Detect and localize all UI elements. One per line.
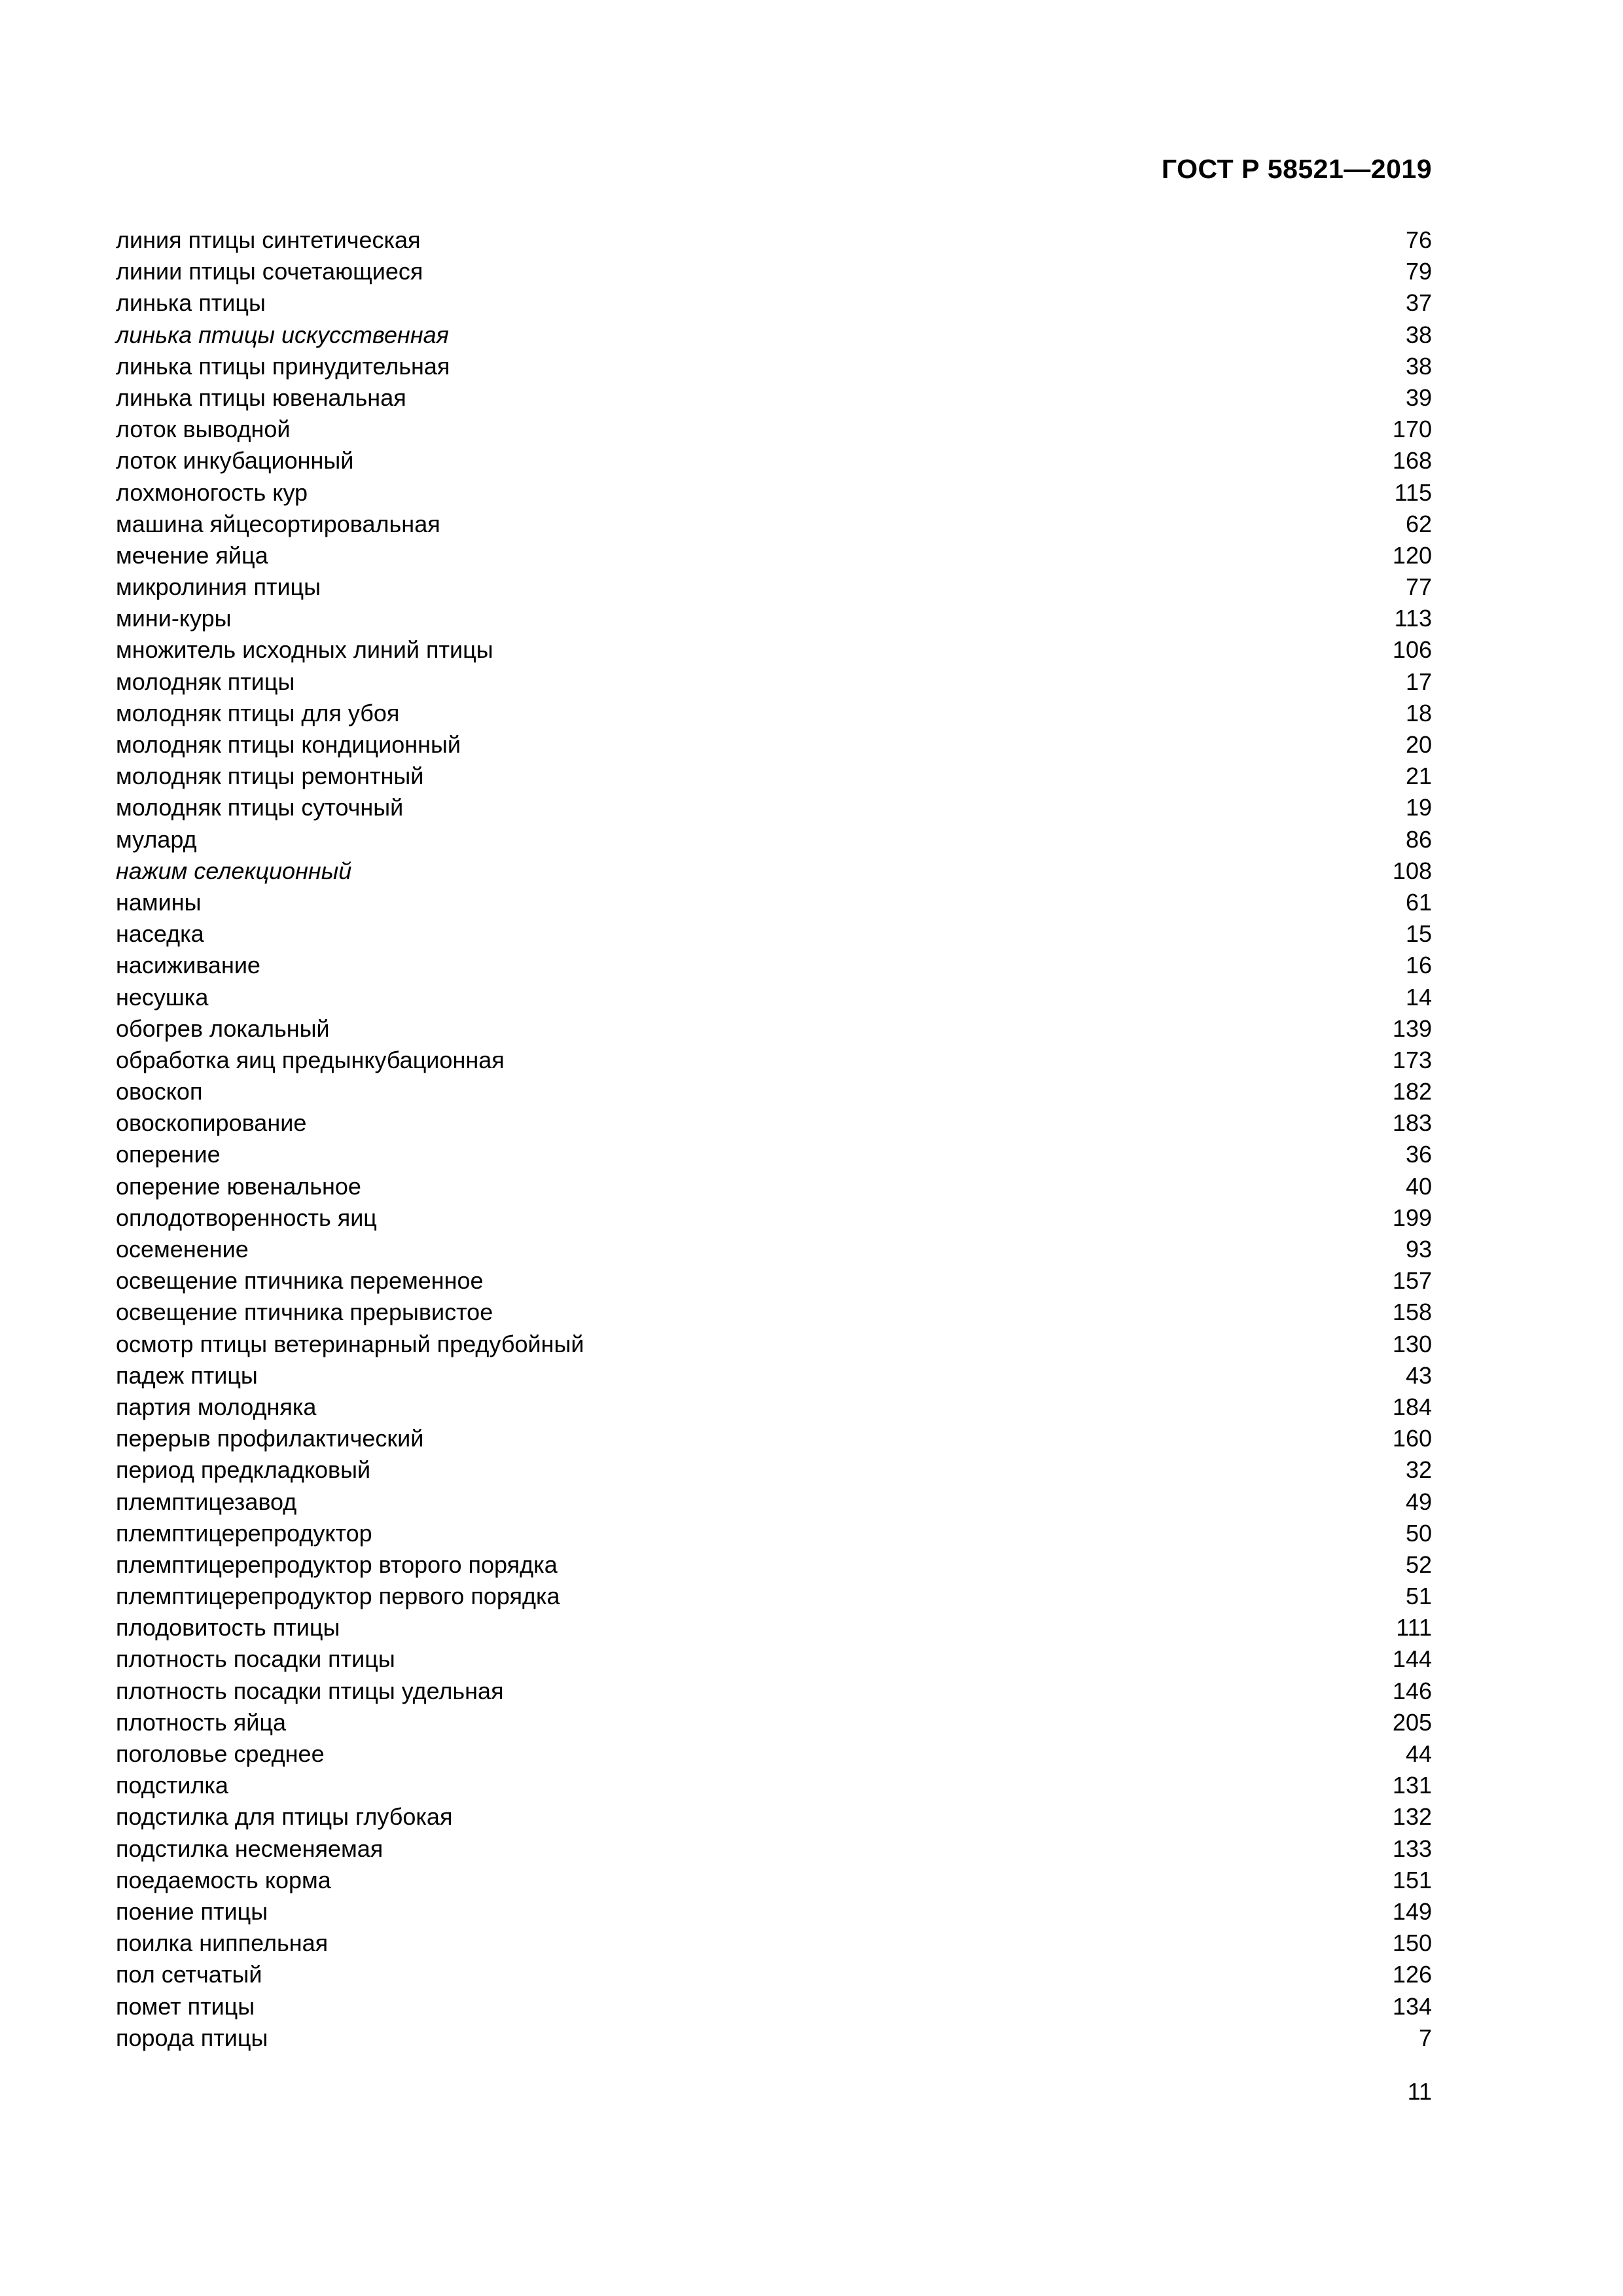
index-term: племптицерепродуктор первого порядка — [116, 1583, 560, 1610]
index-entry — [116, 1865, 1432, 1896]
index-term-number: 126 — [1392, 1961, 1432, 1988]
index-entry — [116, 1896, 1432, 1928]
index-term-number: 51 — [1405, 1583, 1432, 1610]
index-term-number: 205 — [1392, 1708, 1432, 1736]
index-entry — [116, 571, 1432, 603]
index-term: партия молодняка — [116, 1393, 317, 1420]
index-term: осмотр птицы ветеринарный предубойный — [116, 1330, 584, 1357]
index-term: линька птицы ювенальная — [116, 384, 406, 411]
index-term: плотность посадки птицы удельная — [116, 1677, 504, 1704]
index-term-number: 38 — [1405, 352, 1432, 380]
index-term: нажим селекционный — [116, 857, 352, 884]
index-entry — [116, 729, 1432, 761]
index-term: линька птицы принудительная — [116, 352, 450, 380]
index-term: линии птицы сочетающиеся — [116, 258, 423, 285]
index-term-number: 77 — [1405, 573, 1432, 601]
index-term-number: 61 — [1405, 888, 1432, 916]
index-term-number: 134 — [1392, 1992, 1432, 2020]
index-term: период предкладковый — [116, 1456, 371, 1484]
index-term-number: 93 — [1405, 1236, 1432, 1263]
index-entry — [116, 382, 1432, 414]
index-entry — [116, 445, 1432, 476]
index-term: молодняк птицы суточный — [116, 794, 404, 821]
index-term: пол сетчатый — [116, 1961, 262, 1988]
index-entry — [116, 1202, 1432, 1234]
index-term: молодняк птицы кондиционный — [116, 731, 461, 758]
index-entry — [116, 1171, 1432, 1202]
index-term: линька птицы — [116, 289, 266, 317]
index-entry — [116, 2022, 1432, 2054]
index-term: обработка яиц предынкубационная — [116, 1046, 505, 1073]
index-term: намины — [116, 888, 202, 916]
index-term-number: 173 — [1392, 1046, 1432, 1073]
index-term: племптицерепродуктор — [116, 1519, 372, 1547]
index-term-number: 43 — [1405, 1361, 1432, 1389]
index-term: линька птицы искусственная — [116, 321, 449, 348]
index-term-number: 133 — [1392, 1835, 1432, 1862]
index-term-number: 17 — [1405, 668, 1432, 695]
index-entry — [116, 1643, 1432, 1675]
index-entry — [116, 698, 1432, 729]
index-entry — [116, 1360, 1432, 1391]
index-entry — [116, 224, 1432, 256]
index-term-number: 157 — [1392, 1267, 1432, 1295]
index-entry — [116, 1738, 1432, 1770]
page-number: 11 — [1407, 2078, 1432, 2105]
index-term-number: 115 — [1394, 478, 1432, 506]
index-term: падеж птицы — [116, 1361, 258, 1389]
index-term-number: 146 — [1392, 1677, 1432, 1704]
index-entry — [116, 887, 1432, 918]
index-entry — [116, 1959, 1432, 1990]
index-entry — [116, 319, 1432, 351]
index-term: молодняк птицы — [116, 668, 295, 695]
index-term: мечение яйца — [116, 541, 268, 569]
index-term-number: 111 — [1396, 1614, 1432, 1641]
index-term-number: 39 — [1405, 384, 1432, 411]
index-term: молодняк птицы для убоя — [116, 699, 400, 726]
index-entry — [116, 1770, 1432, 1801]
index-term-number: 52 — [1405, 1551, 1432, 1578]
index-term: освещение птичника прерывистое — [116, 1299, 493, 1326]
index-entry — [116, 1423, 1432, 1454]
index-term: мулард — [116, 825, 197, 853]
index-entry — [116, 666, 1432, 698]
index-term-number: 16 — [1405, 952, 1432, 979]
index-term-number: 50 — [1405, 1519, 1432, 1547]
index-term-number: 62 — [1405, 510, 1432, 537]
index-term: несушка — [116, 983, 209, 1011]
index-term-number: 170 — [1392, 416, 1432, 443]
index-entry — [116, 1391, 1432, 1423]
index-entry — [116, 414, 1432, 445]
index-entry — [116, 1107, 1432, 1139]
index-term-number: 44 — [1405, 1740, 1432, 1767]
index-term-number: 183 — [1392, 1109, 1432, 1137]
index-term-number: 182 — [1392, 1078, 1432, 1105]
index-term-number: 15 — [1405, 920, 1432, 948]
index-term: поедаемость корма — [116, 1866, 331, 1893]
index-term-number: 130 — [1392, 1330, 1432, 1357]
index-term: линия птицы синтетическая — [116, 226, 421, 253]
index-term: насиживание — [116, 952, 260, 979]
index-term-number: 86 — [1405, 825, 1432, 853]
index-term-number: 18 — [1405, 699, 1432, 726]
index-term-number: 40 — [1405, 1172, 1432, 1200]
index-term-number: 120 — [1392, 541, 1432, 569]
index-term: племптицезавод — [116, 1488, 297, 1515]
index-entry — [116, 1833, 1432, 1865]
index-term: лоток выводной — [116, 416, 291, 443]
index-term: осеменение — [116, 1236, 249, 1263]
index-term: поголовье среднее — [116, 1740, 325, 1767]
index-term-number: 79 — [1405, 258, 1432, 285]
index-term-number: 37 — [1405, 289, 1432, 317]
index-term-number: 184 — [1392, 1393, 1432, 1420]
index-term-number: 139 — [1392, 1014, 1432, 1042]
alphabetical-index — [116, 224, 1432, 2054]
index-term-number: 151 — [1392, 1866, 1432, 1893]
index-term: оперение — [116, 1141, 221, 1168]
index-term: лохмоногость кур — [116, 478, 308, 506]
index-term-number: 199 — [1392, 1204, 1432, 1231]
index-term: племптицерепродуктор второго порядка — [116, 1551, 558, 1578]
index-entry — [116, 1076, 1432, 1107]
index-term: перерыв профилактический — [116, 1425, 424, 1452]
index-entry — [116, 1297, 1432, 1328]
index-term: наседка — [116, 920, 204, 948]
index-entry — [116, 1045, 1432, 1076]
index-entry — [116, 1581, 1432, 1612]
index-entry — [116, 1612, 1432, 1643]
index-entry — [116, 540, 1432, 571]
index-entry — [116, 855, 1432, 887]
index-term-number: 49 — [1405, 1488, 1432, 1515]
index-entry — [116, 982, 1432, 1013]
index-term-number: 131 — [1392, 1772, 1432, 1799]
index-term: овоскоп — [116, 1078, 203, 1105]
index-entry — [116, 950, 1432, 981]
index-entry — [116, 1234, 1432, 1265]
index-entry — [116, 1329, 1432, 1360]
index-term-number: 132 — [1392, 1803, 1432, 1831]
index-term: подстилка — [116, 1772, 228, 1799]
index-term: мини-куры — [116, 605, 232, 632]
document-number: ГОСТ Р 58521—2019 — [1161, 154, 1432, 184]
index-term: поилка ниппельная — [116, 1929, 329, 1957]
index-entry — [116, 603, 1432, 634]
index-entry — [116, 792, 1432, 823]
index-term: оперение ювенальное — [116, 1172, 361, 1200]
index-entry — [116, 634, 1432, 666]
index-term: плотность яйца — [116, 1708, 287, 1736]
index-entry — [116, 1707, 1432, 1738]
index-term-number: 106 — [1392, 636, 1432, 664]
index-term-number: 113 — [1394, 605, 1432, 632]
index-entry — [116, 1486, 1432, 1518]
index-entry — [116, 824, 1432, 855]
index-term: освещение птичника переменное — [116, 1267, 484, 1295]
index-term: множитель исходных линий птицы — [116, 636, 493, 664]
index-term-number: 144 — [1392, 1645, 1432, 1673]
index-entry — [116, 287, 1432, 319]
index-entry — [116, 1013, 1432, 1045]
index-entry — [116, 761, 1432, 792]
index-term-number: 76 — [1405, 226, 1432, 253]
index-term: подстилка для птицы глубокая — [116, 1803, 453, 1831]
index-entry — [116, 918, 1432, 950]
index-entry — [116, 509, 1432, 540]
index-term: плодовитость птицы — [116, 1614, 340, 1641]
index-entry — [116, 1139, 1432, 1170]
index-term-number: 108 — [1392, 857, 1432, 884]
index-term-number: 149 — [1392, 1897, 1432, 1925]
index-term: молодняк птицы ремонтный — [116, 762, 424, 790]
index-term: лоток инкубационный — [116, 447, 354, 475]
index-term-number: 150 — [1392, 1929, 1432, 1957]
index-term-number: 21 — [1405, 762, 1432, 790]
index-term: микролиния птицы — [116, 573, 321, 601]
index-term-number: 158 — [1392, 1299, 1432, 1326]
index-term-number: 168 — [1392, 447, 1432, 475]
index-entry — [116, 1801, 1432, 1833]
index-entry — [116, 1549, 1432, 1581]
index-term: овоскопирование — [116, 1109, 307, 1137]
index-entry — [116, 351, 1432, 382]
index-term: помет птицы — [116, 1992, 255, 2020]
index-entry — [116, 1676, 1432, 1707]
index-term-number: 38 — [1405, 321, 1432, 348]
index-term-number: 36 — [1405, 1141, 1432, 1168]
index-term-number: 7 — [1418, 2024, 1432, 2051]
index-term: оплодотворенность яиц — [116, 1204, 377, 1231]
index-term: плотность посадки птицы — [116, 1645, 395, 1673]
index-entry — [116, 256, 1432, 287]
index-term-number: 19 — [1405, 794, 1432, 821]
index-term-number: 14 — [1405, 983, 1432, 1011]
index-entry — [116, 1928, 1432, 1959]
index-term-number: 20 — [1405, 731, 1432, 758]
index-term: машина яйцесортировальная — [116, 510, 440, 537]
index-entry — [116, 1265, 1432, 1297]
index-term: поение птицы — [116, 1897, 268, 1925]
index-term-number: 160 — [1392, 1425, 1432, 1452]
index-entry — [116, 1518, 1432, 1549]
index-term: подстилка несменяемая — [116, 1835, 383, 1862]
index-term: порода птицы — [116, 2024, 268, 2051]
index-entry — [116, 477, 1432, 509]
index-term-number: 32 — [1405, 1456, 1432, 1484]
index-entry — [116, 1991, 1432, 2022]
index-entry — [116, 1454, 1432, 1486]
index-term: обогрев локальный — [116, 1014, 330, 1042]
